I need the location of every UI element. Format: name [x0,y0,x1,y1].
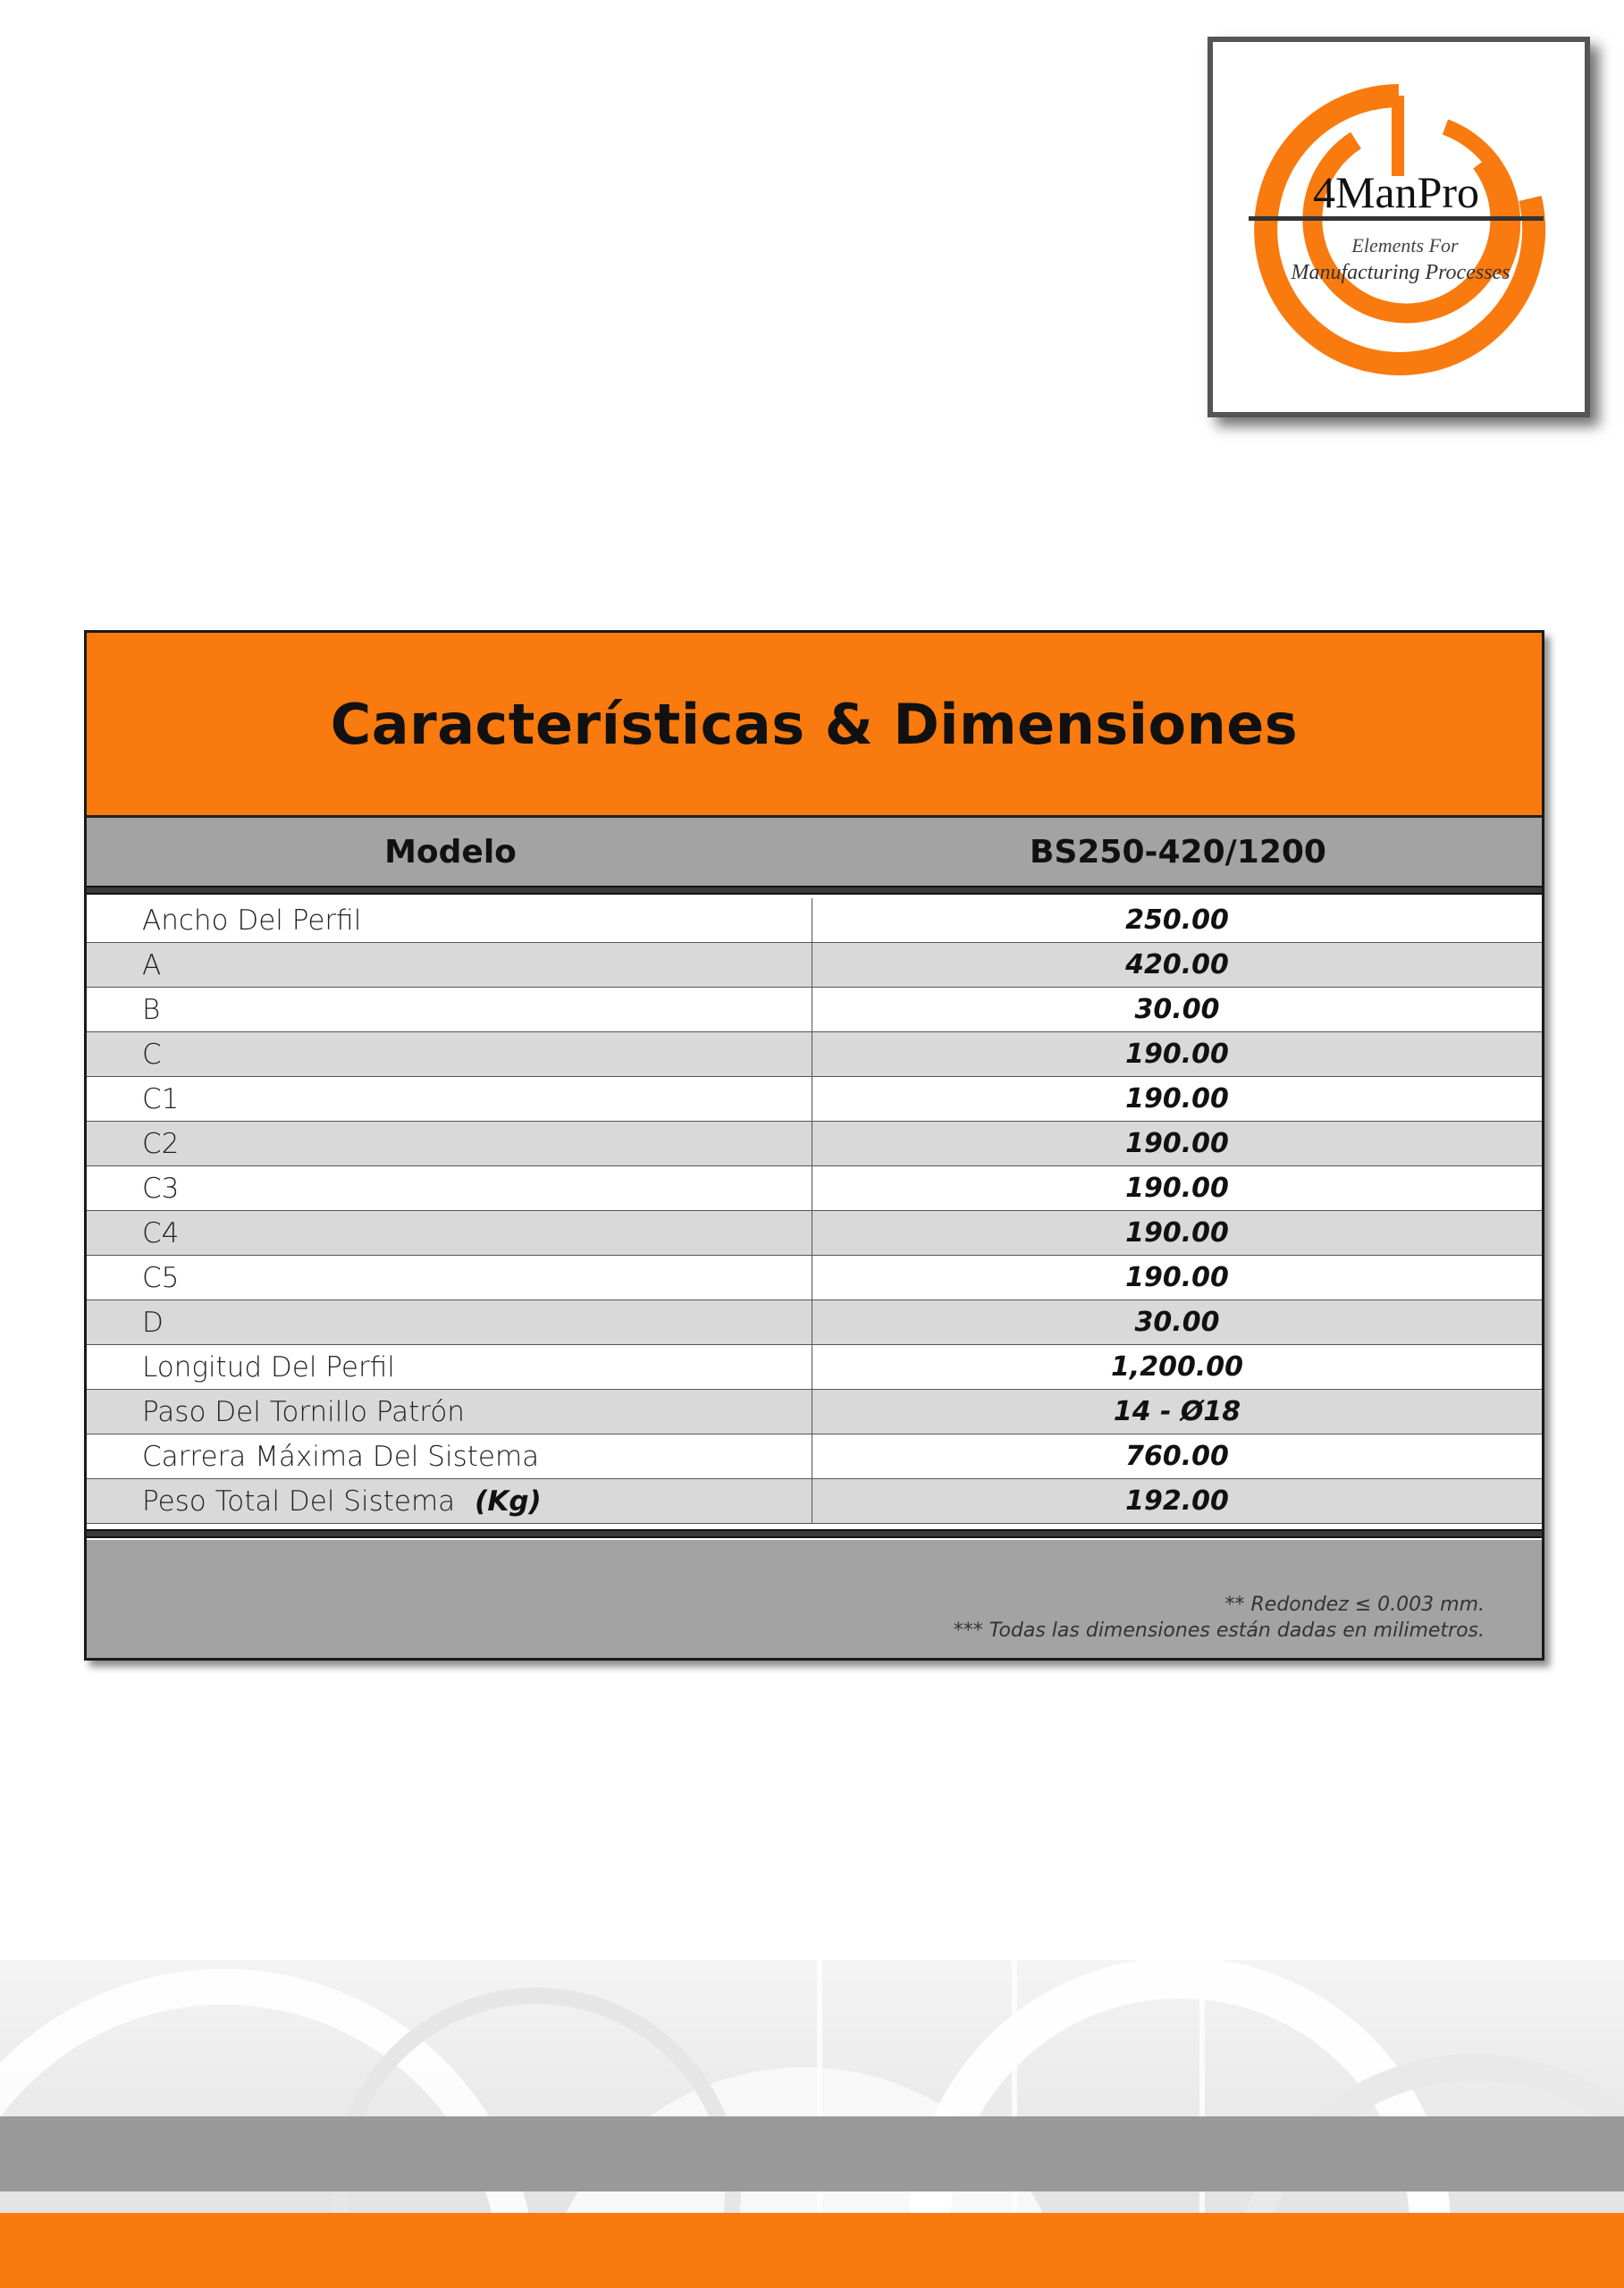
row-value: 250.00 [1125,904,1229,936]
row-value: 14 - Ø18 [1113,1396,1241,1427]
row-value: 190.00 [1125,1262,1229,1293]
row-label: Paso Del Tornillo Patrón [87,1390,812,1434]
footer-orange-band [0,2213,1624,2288]
table-row [87,1032,1542,1077]
table-row [87,1077,1542,1122]
table-row [87,1434,1542,1479]
row-value: 190.00 [1125,1083,1229,1115]
table-row [87,1122,1542,1166]
table-row [87,988,1542,1032]
table-row [87,1390,1542,1434]
row-value: 190.00 [1125,1173,1229,1204]
table-row [87,898,1542,943]
company-logo [1207,37,1590,417]
table-footer [87,1540,1542,1658]
svg-text:4ManPro: 4ManPro [1312,167,1480,217]
table-row [87,1300,1542,1345]
row-label: Longitud Del Perfil [87,1345,812,1389]
footnotes [954,1592,1485,1644]
row-label [87,1479,812,1523]
svg-text:Manufacturing Processes: Manufacturing Processes [1291,261,1510,284]
row-label: A [87,943,812,987]
specifications-table [84,630,1544,1661]
row-label-text: Peso Total Del Sistema [142,1485,456,1518]
spec-rows [87,898,1542,1524]
table-row [87,943,1542,988]
row-value: 190.00 [1125,1039,1229,1070]
logo-graphic [1213,42,1585,412]
row-label: C3 [87,1166,812,1210]
table-title: Características & Dimensiones [330,691,1299,757]
model-header-row [87,818,1542,886]
table-title-bar [87,633,1542,818]
row-label: C2 [87,1122,812,1165]
header-separator [87,886,1542,895]
row-value: 190.00 [1125,1217,1229,1249]
table-row [87,1256,1542,1300]
table-row [87,1345,1542,1390]
row-unit: (Kg) [475,1485,542,1518]
row-label: C4 [87,1211,812,1255]
row-label: C [87,1032,812,1076]
table-row [87,1211,1542,1256]
row-value: 190.00 [1125,1128,1229,1159]
row-value: 1,200.00 [1110,1351,1244,1383]
row-value: 420.00 [1125,949,1229,980]
svg-text:Elements For: Elements For [1351,234,1459,257]
row-label: D [87,1300,812,1344]
table-row [87,1166,1542,1211]
footnote-roundness: ** Redondez ≤ 0.003 mm. [1224,1594,1485,1616]
footnote-units: *** Todas las dimensiones están dadas en milimetros. [953,1619,1485,1642]
row-label: C5 [87,1256,812,1300]
row-label: B [87,988,812,1031]
row-label: Carrera Máxima Del Sistema [87,1434,812,1478]
table-row [87,1479,1542,1524]
row-label: Ancho Del Perfil [87,898,812,942]
row-value: 30.00 [1134,994,1220,1025]
row-value: 192.00 [1125,1485,1229,1517]
row-value: 760.00 [1125,1441,1229,1472]
footer-gray-band [0,2116,1624,2191]
footer-separator [87,1529,1542,1538]
model-value: BS250-420/1200 [1030,833,1326,871]
model-label: Modelo [384,833,517,871]
row-label: C1 [87,1077,812,1121]
row-value: 30.00 [1134,1307,1220,1338]
